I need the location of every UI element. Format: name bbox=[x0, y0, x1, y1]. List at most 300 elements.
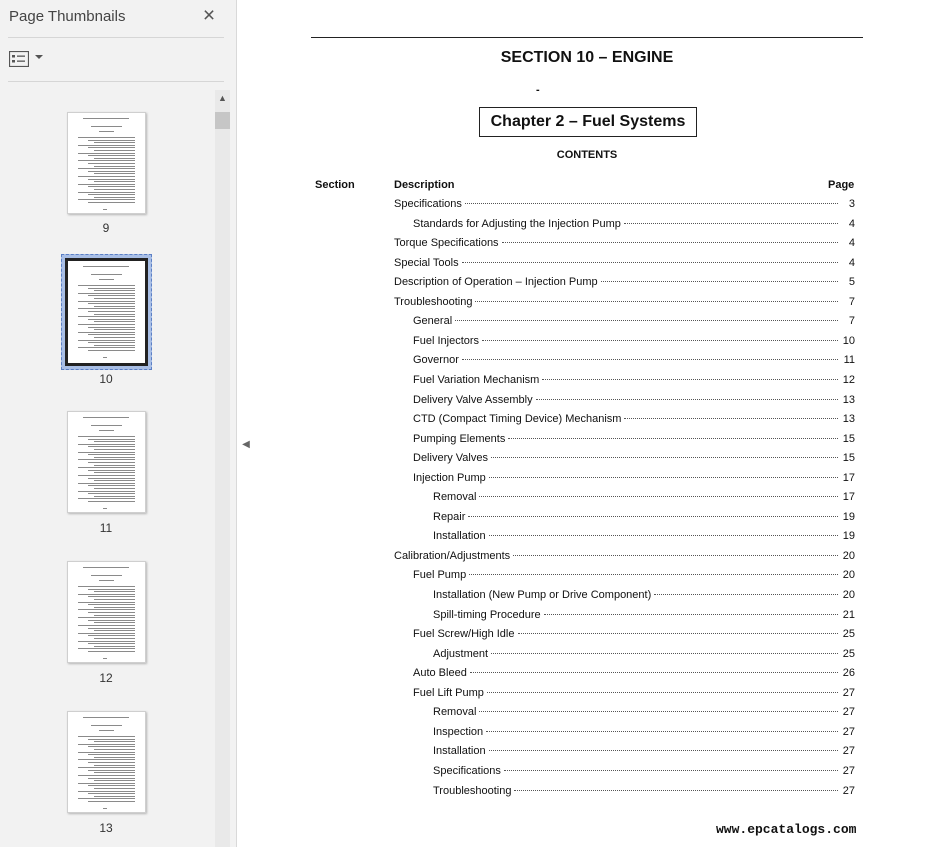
thumbnail-text-line bbox=[94, 314, 135, 315]
toc-entry-page: 15 bbox=[842, 433, 855, 445]
toc-entry[interactable] bbox=[433, 706, 855, 720]
thumbnail-text-line bbox=[78, 176, 135, 177]
thumbnail-text-line bbox=[99, 131, 114, 132]
thumbnail-text-line bbox=[88, 635, 135, 636]
thumbnail-text-line bbox=[78, 759, 135, 760]
thumbnail-text-line bbox=[88, 612, 135, 613]
thumbnail-text-line bbox=[88, 478, 135, 479]
toc-entry-title: Governor bbox=[413, 354, 459, 366]
toc-entry-page: 4 bbox=[848, 257, 855, 269]
column-header-section: Section bbox=[315, 179, 355, 191]
thumbnail-text-line bbox=[78, 625, 135, 626]
thumbnail-text-line bbox=[78, 436, 135, 437]
thumbnail-text-line bbox=[78, 641, 135, 642]
collapse-panel-button[interactable] bbox=[241, 436, 251, 454]
column-header-description: Description bbox=[394, 179, 455, 191]
toc-entry-page: 15 bbox=[842, 452, 855, 464]
toc-entry[interactable] bbox=[413, 218, 855, 232]
thumbnail-text-line bbox=[103, 209, 107, 210]
toc-entry-page: 27 bbox=[842, 706, 855, 718]
leader-dots bbox=[542, 379, 838, 380]
thumbnail-text-line bbox=[88, 327, 135, 328]
thumbnail-text-line bbox=[88, 589, 135, 590]
thumbnail-text-line bbox=[94, 472, 135, 473]
toc-entry[interactable] bbox=[394, 198, 855, 212]
toc-entry-page: 27 bbox=[842, 687, 855, 699]
toc-entry-page: 19 bbox=[842, 511, 855, 523]
thumbnail-text-line bbox=[88, 311, 135, 312]
toc-entry[interactable] bbox=[413, 335, 855, 349]
leader-dots bbox=[489, 750, 838, 751]
toc-entry[interactable] bbox=[433, 530, 855, 544]
toc-entry-page: 17 bbox=[842, 472, 855, 484]
toc-entry-title: Removal bbox=[433, 491, 477, 503]
divider bbox=[8, 37, 224, 38]
thumbnail-options-button[interactable] bbox=[8, 49, 44, 69]
leader-dots bbox=[470, 672, 838, 673]
thumbnail-text-line bbox=[78, 199, 135, 200]
scrollbar-track[interactable] bbox=[215, 90, 230, 847]
toc-entry[interactable] bbox=[394, 237, 855, 251]
thumbnail-text-line bbox=[94, 591, 135, 592]
leader-dots bbox=[469, 574, 838, 575]
thumbnail-text-line bbox=[78, 153, 135, 154]
thumbnail-text-line bbox=[103, 658, 107, 659]
thumbnail-text-line bbox=[78, 340, 135, 341]
leader-dots bbox=[502, 242, 838, 243]
thumbnail-text-line bbox=[88, 202, 135, 203]
thumbnail-text-line bbox=[94, 780, 135, 781]
thumbnail-text-line bbox=[94, 772, 135, 773]
section-title: SECTION 10 – ENGINE bbox=[500, 49, 674, 66]
thumbnail-text-line bbox=[78, 285, 135, 286]
thumbnail-text-line bbox=[94, 150, 135, 151]
toc-entry-page: 10 bbox=[842, 335, 855, 347]
thumbnail-text-line bbox=[78, 594, 135, 595]
toc-entry-title: Torque Specifications bbox=[394, 237, 499, 249]
leader-dots bbox=[482, 340, 838, 341]
toc-entry-page: 7 bbox=[848, 296, 855, 308]
toc-entry[interactable] bbox=[433, 609, 855, 623]
toc-entry-title: Installation bbox=[433, 745, 486, 757]
toc-entry-title: Inspection bbox=[433, 726, 484, 738]
toc-entry[interactable] bbox=[413, 374, 855, 388]
thumbnail-text-line bbox=[78, 744, 135, 745]
leader-dots bbox=[624, 418, 838, 419]
thumbnail-text-line bbox=[88, 288, 135, 289]
toc-entry[interactable] bbox=[413, 452, 855, 466]
toc-entry-title: Fuel Variation Mechanism bbox=[413, 374, 540, 386]
leader-dots bbox=[465, 203, 838, 204]
thumbnail-text-line bbox=[78, 184, 135, 185]
thumbnail-text-line bbox=[94, 788, 135, 789]
toc-entry[interactable] bbox=[433, 765, 855, 779]
thumbnail-text-line bbox=[88, 295, 135, 296]
thumbnail-page-number: 11 bbox=[99, 521, 113, 535]
thumbnail-text-line bbox=[88, 350, 135, 351]
leader-dots bbox=[462, 359, 838, 360]
leader-dots bbox=[487, 692, 838, 693]
thumbnail-page-number: 10 bbox=[99, 372, 113, 386]
thumbnail-text-line bbox=[78, 316, 135, 317]
toc-entry[interactable] bbox=[433, 785, 855, 799]
leader-dots bbox=[624, 223, 838, 224]
thumbnail-text-line bbox=[94, 337, 135, 338]
toc-entry-title: Removal bbox=[433, 706, 477, 718]
thumbnail-text-line bbox=[88, 155, 135, 156]
watermark: www.epcatalogs.com bbox=[716, 822, 857, 837]
leader-dots bbox=[479, 496, 838, 497]
thumbnail-text-line bbox=[94, 496, 135, 497]
thumbnail-text-line bbox=[88, 651, 135, 652]
thumbnail-text-line bbox=[88, 342, 135, 343]
thumbnail-text-line bbox=[88, 462, 135, 463]
header-rule bbox=[311, 37, 863, 38]
leader-dots bbox=[489, 477, 838, 478]
thumbnail-text-line bbox=[83, 717, 129, 718]
toc-entry-title: Injection Pump bbox=[413, 472, 486, 484]
thumbnail-text-line bbox=[78, 332, 135, 333]
leader-dots bbox=[536, 399, 838, 400]
page-thumbnail-selected[interactable] bbox=[61, 254, 152, 370]
thumbnail-text-line bbox=[88, 439, 135, 440]
toc-entry-title: Installation (New Pump or Drive Component) bbox=[433, 589, 652, 601]
toc-entry-page: 27 bbox=[842, 745, 855, 757]
thumbnail-text-line bbox=[99, 730, 114, 731]
toc-entry[interactable] bbox=[394, 276, 855, 290]
toc-entry[interactable] bbox=[413, 354, 855, 368]
thumbnail-text-line bbox=[78, 168, 135, 169]
thumbnail-text-line bbox=[78, 347, 135, 348]
thumbnail-text-line bbox=[88, 501, 135, 502]
toc-entry-title: Special Tools bbox=[394, 257, 459, 269]
toc-entry-title: Delivery Valves bbox=[413, 452, 488, 464]
thumbnail-text-line bbox=[99, 279, 114, 280]
thumbnail-text-line bbox=[78, 452, 135, 453]
toc-entry-page: 13 bbox=[842, 413, 855, 425]
toc-entry[interactable] bbox=[394, 550, 855, 564]
thumbnail-text-line bbox=[88, 140, 135, 141]
page-thumbnail[interactable] bbox=[67, 411, 146, 513]
toc-entry[interactable] bbox=[413, 472, 855, 486]
leader-dots bbox=[462, 262, 838, 263]
thumbnail-text-line bbox=[78, 752, 135, 753]
thumbnail-text-line bbox=[94, 630, 135, 631]
thumbnail-text-line bbox=[78, 617, 135, 618]
scrollbar-thumb[interactable] bbox=[215, 112, 230, 129]
divider bbox=[8, 81, 224, 82]
thumbnail-text-line bbox=[94, 329, 135, 330]
toc-entry[interactable] bbox=[413, 433, 855, 447]
thumbnail-text-line bbox=[88, 147, 135, 148]
thumbnail-text-line bbox=[78, 791, 135, 792]
thumbnail-text-line bbox=[88, 746, 135, 747]
thumbnail-text-line bbox=[94, 599, 135, 600]
thumbnail-text-line bbox=[78, 145, 135, 146]
toc-entry[interactable] bbox=[433, 726, 855, 740]
toc-entry-title: Spill-timing Procedure bbox=[433, 609, 541, 621]
thumbnail-text-line bbox=[94, 480, 135, 481]
thumbnail-page-number: 9 bbox=[102, 221, 110, 235]
leader-dots bbox=[486, 731, 838, 732]
chevron-up-icon: ▲ bbox=[218, 93, 227, 103]
thumbnail-text-line bbox=[88, 754, 135, 755]
toc-entry-page: 17 bbox=[842, 491, 855, 503]
thumbnail-text-line bbox=[83, 266, 129, 267]
thumbnail-text-line bbox=[88, 194, 135, 195]
leader-dots bbox=[514, 790, 838, 791]
toc-entry-title: Fuel Injectors bbox=[413, 335, 480, 347]
thumbnail-text-line bbox=[78, 160, 135, 161]
thumbnail-text-line bbox=[78, 459, 135, 460]
toc-entry-page: 20 bbox=[842, 550, 855, 562]
leader-dots bbox=[601, 281, 838, 282]
thumbnail-text-line bbox=[88, 171, 135, 172]
toc-entry[interactable] bbox=[413, 569, 855, 583]
thumbnail-text-line bbox=[94, 189, 135, 190]
toc-entry-page: 27 bbox=[842, 785, 855, 797]
toc-entry-title: Specifications bbox=[433, 765, 501, 777]
thumbnail-text-line bbox=[94, 638, 135, 639]
thumbnail-text-line bbox=[88, 628, 135, 629]
stray-mark: - bbox=[536, 84, 540, 96]
thumbnail-text-line bbox=[94, 615, 135, 616]
toc-entry[interactable] bbox=[413, 315, 855, 329]
toc-entry-title: Repair bbox=[433, 511, 466, 523]
thumbnail-text-line bbox=[78, 775, 135, 776]
thumbnail-text-line bbox=[78, 491, 135, 492]
thumbnail-text-line bbox=[91, 425, 122, 426]
thumbnail-text-line bbox=[103, 508, 107, 509]
thumbnail-text-line bbox=[78, 783, 135, 784]
thumbnail-text-line bbox=[88, 470, 135, 471]
leader-dots bbox=[491, 653, 838, 654]
thumbnail-text-line bbox=[88, 785, 135, 786]
thumbnail-text-line bbox=[94, 441, 135, 442]
leader-dots bbox=[455, 320, 838, 321]
chevron-down-icon bbox=[35, 54, 43, 60]
leader-dots bbox=[518, 633, 839, 634]
thumbnail-text-line bbox=[78, 633, 135, 634]
thumbnail-page-number: 12 bbox=[99, 671, 113, 685]
thumbnail-text-line bbox=[88, 762, 135, 763]
thumbnail-text-line bbox=[88, 643, 135, 644]
toc-entry[interactable] bbox=[413, 667, 855, 681]
contents-heading: CONTENTS bbox=[556, 149, 618, 161]
thumbnail-text-line bbox=[94, 488, 135, 489]
leader-dots bbox=[491, 457, 838, 458]
toc-entry[interactable] bbox=[433, 511, 855, 525]
thumbnail-text-line bbox=[78, 467, 135, 468]
thumbnail-text-line bbox=[88, 319, 135, 320]
leader-dots bbox=[468, 516, 838, 517]
toc-entry-page: 19 bbox=[842, 530, 855, 542]
leader-dots bbox=[475, 301, 838, 302]
toc-entry[interactable] bbox=[433, 745, 855, 759]
thumbnail-text-line bbox=[94, 158, 135, 159]
toc-entry-page: 20 bbox=[842, 589, 855, 601]
toc-entry-page: 11 bbox=[843, 354, 855, 366]
thumbnail-text-line bbox=[88, 303, 135, 304]
thumbnail-text-line bbox=[103, 357, 107, 358]
toc-entry-page: 20 bbox=[842, 569, 855, 581]
thumbnail-text-line bbox=[94, 622, 135, 623]
toc-entry-title: Standards for Adjusting the Injection Pump bbox=[413, 218, 621, 230]
toc-entry-title: Pumping Elements bbox=[413, 433, 506, 445]
thumbnail-text-line bbox=[78, 308, 135, 309]
toc-entry-page: 25 bbox=[842, 628, 855, 640]
toc-entry-page: 21 bbox=[842, 609, 855, 621]
leader-dots bbox=[489, 535, 838, 536]
toc-entry-page: 27 bbox=[842, 726, 855, 738]
thumbnail-text-line bbox=[103, 808, 107, 809]
thumbnail-text-line bbox=[94, 457, 135, 458]
leader-dots bbox=[513, 555, 838, 556]
toc-entry-title: General bbox=[413, 315, 453, 327]
thumbnail-text-line bbox=[88, 604, 135, 605]
thumbnail-text-line bbox=[78, 736, 135, 737]
thumbnail-text-line bbox=[88, 801, 135, 802]
toc-entry-title: Fuel Pump bbox=[413, 569, 467, 581]
toc-entry[interactable] bbox=[413, 413, 855, 427]
toc-entry[interactable] bbox=[394, 296, 855, 310]
thumbnail-text-line bbox=[78, 602, 135, 603]
thumbnail-text-line bbox=[88, 485, 135, 486]
thumbnail-text-line bbox=[83, 417, 129, 418]
toc-entry-title: Installation bbox=[433, 530, 486, 542]
thumbnail-text-line bbox=[88, 493, 135, 494]
thumbnail-text-line bbox=[88, 334, 135, 335]
scroll-up-button[interactable] bbox=[215, 90, 230, 106]
thumbnail-text-line bbox=[94, 465, 135, 466]
toc-entry-title: Adjustment bbox=[433, 648, 489, 660]
leader-dots bbox=[654, 594, 838, 595]
column-header-page: Page bbox=[828, 179, 855, 191]
thumbnail-text-line bbox=[94, 345, 135, 346]
panel-title: Page Thumbnails bbox=[9, 8, 126, 25]
toc-entry-title: Fuel Lift Pump bbox=[413, 687, 484, 699]
toc-entry-page: 12 bbox=[842, 374, 855, 386]
thumbnail-text-line bbox=[83, 118, 129, 119]
thumbnail-page-number: 13 bbox=[99, 821, 113, 835]
toc-entry-title: Auto Bleed bbox=[413, 667, 467, 679]
page-thumbnail[interactable] bbox=[67, 711, 146, 813]
thumbnail-text-line bbox=[94, 166, 135, 167]
thumbnail-text-line bbox=[88, 179, 135, 180]
leader-dots bbox=[544, 614, 838, 615]
thumbnail-text-line bbox=[88, 596, 135, 597]
thumbnail-text-line bbox=[88, 739, 135, 740]
thumbnail-text-line bbox=[78, 137, 135, 138]
thumbnail-text-line bbox=[91, 274, 122, 275]
thumbnail-text-line bbox=[94, 142, 135, 143]
toc-entry[interactable] bbox=[413, 394, 855, 408]
document-page bbox=[256, 0, 928, 847]
leader-dots bbox=[508, 438, 838, 439]
thumbnail-text-line bbox=[78, 444, 135, 445]
toc-entry[interactable] bbox=[394, 257, 855, 271]
toc-entry[interactable] bbox=[433, 491, 855, 505]
thumbnail-text-line bbox=[78, 301, 135, 302]
toc-entry[interactable] bbox=[413, 687, 855, 701]
thumbnail-text-line bbox=[94, 796, 135, 797]
thumbnail-text-line bbox=[94, 646, 135, 647]
close-icon: × bbox=[202, 4, 216, 27]
thumbnail-text-line bbox=[88, 163, 135, 164]
thumbnail-text-line bbox=[78, 767, 135, 768]
toc-entry[interactable] bbox=[433, 589, 855, 603]
page-thumbnail[interactable] bbox=[67, 561, 146, 663]
thumbnail-text-line bbox=[94, 741, 135, 742]
thumbnail-text-line bbox=[78, 498, 135, 499]
thumbnail-text-line bbox=[78, 798, 135, 799]
toc-entry-page: 4 bbox=[848, 237, 855, 249]
thumbnail-text-line bbox=[94, 757, 135, 758]
list-view-icon bbox=[9, 51, 29, 67]
thumbnail-text-line bbox=[88, 778, 135, 779]
toc-entry-title: Troubleshooting bbox=[433, 785, 512, 797]
thumbnail-text-line bbox=[88, 793, 135, 794]
leader-dots bbox=[504, 770, 838, 771]
toc-entry-title: Calibration/Adjustments bbox=[394, 550, 511, 562]
thumbnail-text-line bbox=[78, 475, 135, 476]
toc-entry-title: Delivery Valve Assembly bbox=[413, 394, 533, 406]
thumbnail-text-line bbox=[94, 449, 135, 450]
thumbnail-text-line bbox=[78, 324, 135, 325]
toc-entry-page: 5 bbox=[848, 276, 855, 288]
thumbnail-text-line bbox=[99, 580, 114, 581]
thumbnail-text-line bbox=[94, 321, 135, 322]
toc-entry[interactable] bbox=[433, 648, 855, 662]
thumbnails-panel bbox=[0, 0, 237, 847]
thumbnail-text-line bbox=[99, 430, 114, 431]
page-thumbnail[interactable] bbox=[67, 112, 146, 214]
close-panel-button[interactable] bbox=[199, 6, 219, 26]
thumbnail-text-line bbox=[88, 186, 135, 187]
thumbnail-text-line bbox=[94, 306, 135, 307]
thumbnail-text-line bbox=[88, 446, 135, 447]
thumbnail-preview bbox=[65, 258, 148, 366]
thumbnail-text-line bbox=[78, 609, 135, 610]
thumbnail-text-line bbox=[78, 293, 135, 294]
toc-entry-page: 27 bbox=[842, 765, 855, 777]
toc-entry-page: 25 bbox=[842, 648, 855, 660]
toc-entry-page: 3 bbox=[848, 198, 855, 210]
thumbnail-text-line bbox=[91, 126, 122, 127]
chevron-left-icon: ◀ bbox=[242, 439, 250, 450]
chapter-title: Chapter 2 – Fuel Systems bbox=[479, 107, 697, 137]
thumbnail-text-line bbox=[78, 648, 135, 649]
thumbnail-text-line bbox=[94, 749, 135, 750]
thumbnail-text-line bbox=[83, 567, 129, 568]
toc-entry-page: 26 bbox=[842, 667, 855, 679]
thumbnail-text-line bbox=[91, 725, 122, 726]
thumbnail-text-line bbox=[88, 620, 135, 621]
toc-entry-page: 7 bbox=[848, 315, 855, 327]
thumbnail-text-line bbox=[94, 197, 135, 198]
toc-entry-title: Troubleshooting bbox=[394, 296, 473, 308]
leader-dots bbox=[479, 711, 838, 712]
toc-entry-title: Fuel Screw/High Idle bbox=[413, 628, 515, 640]
toc-entry-title: Description of Operation – Injection Pump bbox=[394, 276, 598, 288]
toc-entry[interactable] bbox=[413, 628, 855, 642]
thumbnail-text-line bbox=[88, 770, 135, 771]
toc-entry-page: 4 bbox=[848, 218, 855, 230]
thumbnail-text-line bbox=[91, 575, 122, 576]
thumbnail-text-line bbox=[78, 586, 135, 587]
thumbnail-text-line bbox=[94, 173, 135, 174]
thumbnail-text-line bbox=[94, 298, 135, 299]
